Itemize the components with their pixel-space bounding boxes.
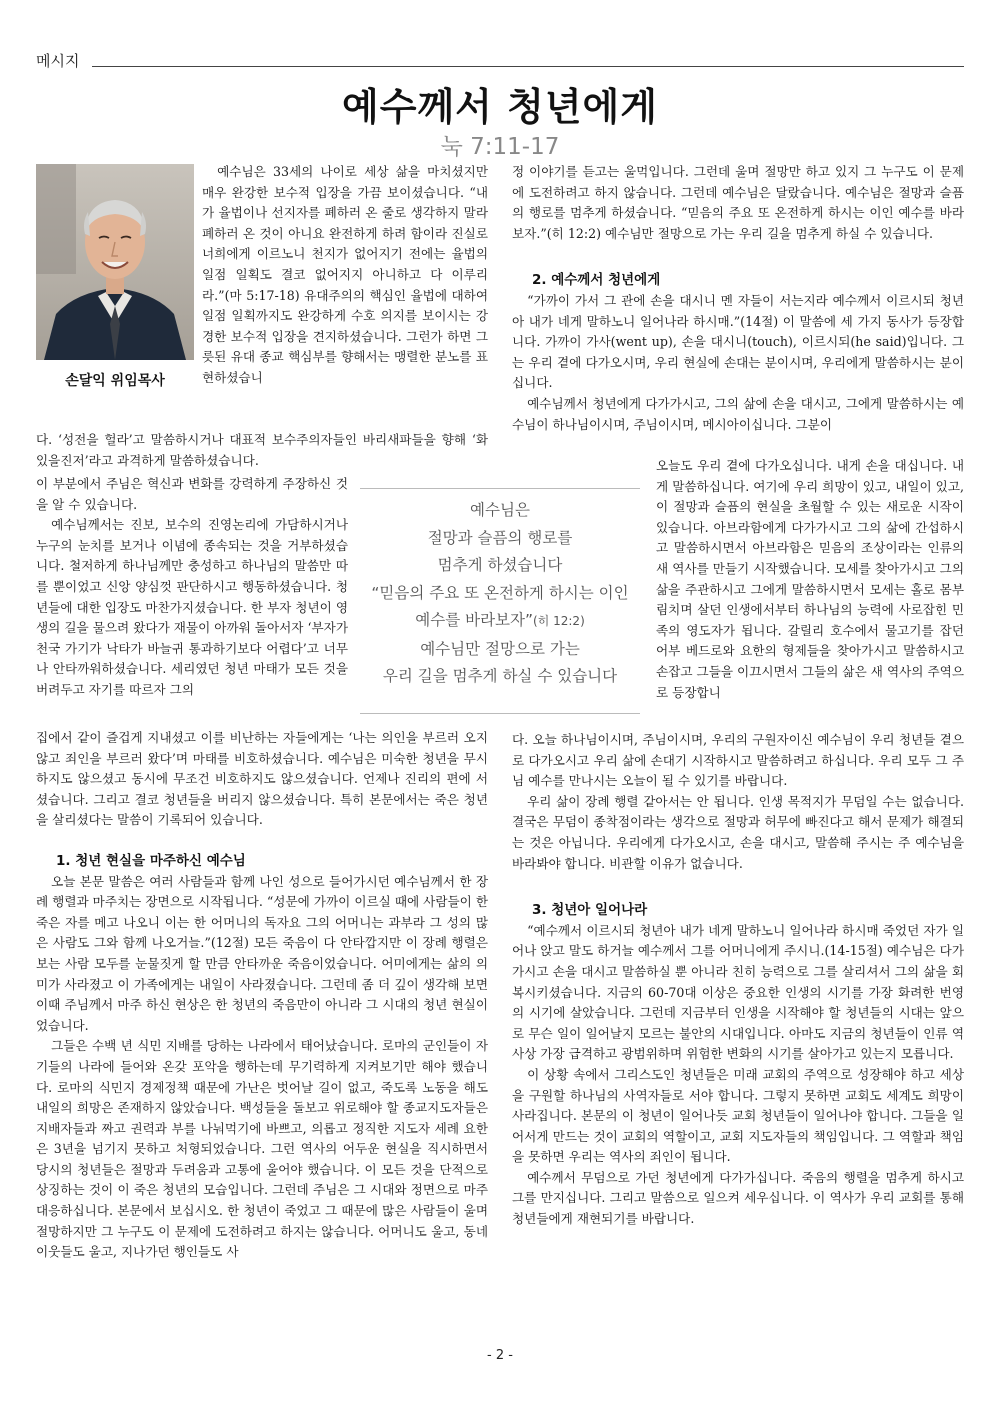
body-paragraph: 다. 오늘 하나님이시며, 주님이시며, 우리의 구원자이신 예수님이 우리 청년들 곁으로 다가오시고 우리 삶에 손대기 시작하시고 말씀하려고 하십니다. 우리 모두 그 주님 예수를 만나시는 오늘이 될 수 있기를 바랍니다.: [512, 732, 964, 789]
pull-quote: [360, 488, 640, 714]
left-column-top: [202, 162, 488, 389]
right-column-narrow: [656, 456, 964, 703]
body-paragraph: 예수님은 33세의 나이로 세상 삶을 마치셨지만 매우 완강한 보수적 입장을 가끔 보이셨습니다. “내가 율법이나 선지자를 폐하러 온 줄로 생각하지 말라 폐하러 온 것이 아니요 완전하게 하려 함이라 진실로 너희에게 이르노니 천지가 없어지기 전에는 율법의 일점 일획도 결코 없어지지 아니하고 다 이루리라.”(마 5:17-18) 유대주의의 핵심인 율법에 대하여 일점 일획까지도 완강하게 수호 의지를 보이시는 강경한 보수적 입장을 견지하셨습니다. 그런가 하면 그릇된 유대 종교 핵심부를 향해서는 맹렬한 분노를 표현하셨습니: [202, 164, 488, 385]
body-paragraph: 예수께서 무덤으로 가던 청년에게 다가가십니다. 죽음의 행렬을 멈추게 하시고 그를 만지십니다. 그리고 말씀으로 일으켜 세우십니다. 이 역사가 우리 교회를 통해 청년들에게 재현되기를 바랍니다.: [512, 1169, 964, 1227]
left-column-bottom: [36, 728, 488, 1263]
pull-quote-line: 멈추게 하셨습니다: [437, 556, 563, 574]
left-column-wide: [36, 430, 488, 471]
author-photo: [36, 164, 194, 360]
body-paragraph: 오늘 본문 말씀은 여러 사람들과 함께 나인 성으로 들어가시던 예수님께서 한 장례 행렬과 마주치는 장면으로 시작됩니다. “성문에 가까이 이르실 때에 사람들이 한 죽은 자를 메고 나오니 이는 한 어머니의 독자요 그의 어머니는 과부라 그 성의 많은 사람도 그와 함께 나오거늘.”(12절) 모든 죽음이 다 안타깝지만 이 장례 행렬은 보는 사람 모두를 눈물짓게 할 만큼 안타까운 죽음이었습니다. 어미에게는 삶의 의미가 사라졌고 이 가족에게는 내일이 사라졌습니다. 그런데 좀 더 깊이 생각해 보면 이때 주님께서 마주 하신 현상은 한 청년의 죽음만이 아니라 그 시대의 청년 현실이었습니다.: [36, 873, 488, 1033]
section-label: 메시지: [36, 52, 80, 70]
right-column-top: [512, 162, 964, 435]
section-heading: 1. 청년 현실을 마주하신 예수님: [56, 852, 246, 869]
pull-quote-line: 절망과 슬픔의 행로를: [427, 528, 573, 547]
body-paragraph: 다. ‘성전을 헐라’고 말씀하시거나 대표적 보수주의자들인 바리새파들을 향해 ‘화 있을진저’라고 과격하게 말씀하셨습니다.: [36, 432, 488, 468]
body-paragraph: 우리 삶이 장례 행렬 같아서는 안 됩니다. 인생 목적지가 무덤일 수는 없습니다. 결국은 무덤이 종착점이라는 생각으로 절망과 허무에 빠진다고 해서 문제가 해결되는 것은 아닙니다. 우리에게 다가오시고, 손을 대시고, 말씀해 주시는 주 예수님을 바라봐야 합니다. 비관할 이유가 없습니다.: [512, 793, 964, 871]
scripture-reference: 눅 7:11-17: [440, 134, 560, 160]
author-caption: 손달익 위임목사: [65, 373, 165, 389]
section-heading: 2. 예수께서 청년에게: [532, 272, 661, 289]
pull-quote-reference: (히 12:2): [533, 614, 585, 628]
left-column-narrow: [36, 474, 348, 701]
body-paragraph: 이 부분에서 주님은 혁신과 변화를 강력하게 주장하신 것을 알 수 있습니다.: [36, 476, 348, 512]
body-paragraph: “가까이 가서 그 관에 손을 대시니 멘 자들이 서는지라 예수께서 이르시되 청년아 내가 네게 말하노니 일어나라 하시매.”(14절) 이 말씀에 세 가지 동사가 등장합니다. 가까이 가사(went up), 손을 대시니(touch), 이르시되(he said)입니다. 그는 우리 곁에 다가오시며, 우리 현실에 손대는 분이시며, 우리에게 말씀하시는 분이십니다.: [512, 292, 964, 391]
body-paragraph: 이 상황 속에서 그리스도인 청년들은 미래 교회의 주역으로 성장해야 하고 세상을 구원할 하나님의 사역자들로 서야 합니다. 그렇지 못하면 교회도 세계도 희망이 사라집니다. 본문의 이 청년이 일어나듯 교회 청년들이 일어나야 합니다. 그들을 일어서게 만드는 것이 교회의 역할이고, 교회 지도자들의 책임입니다. 그 역할과 책임을 못하면 우리는 역사의 죄인이 됩니다.: [512, 1066, 964, 1165]
author-portrait-image: [36, 164, 194, 360]
header-rule: [92, 66, 964, 67]
pull-quote-line: “믿음의 주요 또 온전하게 하시는 이인: [371, 583, 629, 602]
body-paragraph: 예수님께서 청년에게 다가가시고, 그의 삶에 손을 대시고, 그에게 말씀하시는 예수님이 하나님이시며, 주님이시며, 메시아이십니다. 그분이: [512, 395, 964, 432]
pull-quote-line: 예수님만 절망으로 가는: [420, 639, 580, 658]
body-paragraph: 그들은 수백 년 식민 지배를 당하는 나라에서 태어났습니다. 로마의 군인들이 자기들의 나라에 들어와 온갖 포악을 행하는데 무기력하게 지켜보기만 해야 했습니다. 로마의 식민지 경제정책 때문에 가난은 벗어날 길이 없고, 죽도록 노동을 해도 내일의 희망은 존재하지 않았습니다. 백성들을 돌보고 위로해야 할 종교지도자들은 지배자들과 짜고 권력과 부를 나눠먹기에 바쁘고, 의롭고 정직한 지도자 세례 요한은 3년을 넘기지 못하고 처형되었습니다. 그런 역사의 어두운 현실을 직시하면서 당시의 청년들은 절망과 두려움과 고통에 울어야 했습니다. 이 모든 것을 단적으로 상징하는 것이 이 죽은 청년의 모습입니다. 그런데 주님은 그 시대와 정면으로 마주 대응하십니다. 본문에서 보십시오. 한 청년이 죽었고 그 때문에 많은 사람들이 울며 절망하지만 그 누구도 이 문제에 도전하려고 하지는 않습니다. 어머니도 울고, 동네 이웃들도 울고, 지나가던 행인들도 사: [36, 1038, 488, 1260]
section-heading: 3. 청년아 일어나라: [532, 902, 648, 919]
body-paragraph: 정 이야기를 듣고는 울먹입니다. 그런데 울며 절망만 하고 있지 그 누구도 이 문제에 도전하려고 하지 않습니다. 그런데 예수님은 달랐습니다. 예수님은 절망과 슬픔의 행로를 멈추게 하셨습니다. “믿음의 주요 또 온전하게 하시는 이인 예수를 바라보자.”(히 12:2) 예수님만 절망으로 가는 우리 길을 멈추게 하실 수 있습니다.: [512, 164, 964, 241]
body-paragraph: 오늘도 우리 곁에 다가오십니다. 내게 손을 대십니다. 내게 말씀하십니다. 여기에 우리 희망이 있고, 내일이 있고, 이 절망과 슬픔의 현실을 초월할 수 있는 새로운 시작이 있습니다. 아브라함에게 다가가시고 그의 삶에 간섭하시고 말씀하시면서 아브라함은 믿음의 조상이라는 인류의 새 역사를 만들기 시작했습니다. 모세를 찾아가시고 그의 삶을 주관하시고 그에게 말씀하시면서 모세는 홀로 몸부림치며 살던 인생에서부터 하나님의 능력에 사로잡힌 민족의 영도자가 됩니다. 갈릴리 호수에서 물고기를 잡던 어부 베드로와 요한의 형제들을 찾아가시고 말씀하시고 손잡고 그들을 이끄시면서 그들의 삶은 새 역사의 주역으로 등장합니: [656, 458, 964, 700]
pull-quote-text: 예수를 바라보자”: [415, 611, 534, 629]
body-paragraph: “예수께서 이르시되 청년아 내가 네게 말하노니 일어나라 하시매 죽었던 자가 일어나 앉고 말도 하거늘 예수께서 그를 어머니에게 주시니.(14-15절) 예수님은 다가가시고 손을 대시고 말씀하실 뿐 아니라 친히 능력으로 그를 살리셔서 그의 삶을 회복시키셨습니다. 지금의 60-70대 이상은 중요한 인생의 시기를 가장 화려한 번영의 시기에 살았습니다. 그런데 지금부터 인생을 시작해야 할 청년들의 시대는 앞으로 무슨 일이 일어날지 모르는 불안의 시대입니다. 아마도 지금의 청년들이 인류 역사상 가장 급격하고 광범위하며 위험한 변화의 시기를 살아가고 있는지 모릅니다.: [512, 922, 964, 1062]
page-title: 예수께서 청년에게: [342, 85, 658, 129]
pull-quote-line: 우리 길을 멈추게 하실 수 있습니다: [382, 667, 618, 685]
pull-quote-line: [360, 607, 640, 636]
pull-quote-line: 예수님은: [470, 501, 530, 519]
body-paragraph: 집에서 같이 즐겁게 지내셨고 이를 비난하는 자들에게는 ‘나는 의인을 부르러 오지 않고 죄인을 부르러 왔다’며 마태를 비호하셨습니다. 예수님은 미숙한 청년을 무시하지도 않으셨고 동시에 무조건 비호하지도 않으셨습니다. 언제나 진리의 편에 서셨습니다. 그리고 결코 청년들을 버리지 않으셨습니다. 특히 본문에서는 죽은 청년을 살리셨다는 말씀이 기록되어 있습니다.: [36, 730, 488, 828]
right-column-bottom: [512, 730, 964, 1230]
body-paragraph: 예수님께서는 진보, 보수의 진영논리에 가담하시거나 누구의 눈치를 보거나 이념에 종속되는 것을 거부하셨습니다. 철저하게 하나님께만 충성하고 하나님의 말씀만 따를 뿐이었고 신앙 양심껏 판단하시고 행동하셨습니다. 청년들에 대한 입장도 마찬가지셨습니다. 한 부자 청년이 영생의 길을 물으려 왔다가 재물이 아까워 돌아서자 ‘부자가 천국 가기가 낙타가 바늘귀 통과하기보다 어렵다’고 너무나 안타까워하셨습니다. 세리였던 청년 마태가 모든 것을 버려두고 자기를 따르자 그의: [36, 517, 348, 697]
page-number: - 2 -: [487, 1348, 513, 1363]
